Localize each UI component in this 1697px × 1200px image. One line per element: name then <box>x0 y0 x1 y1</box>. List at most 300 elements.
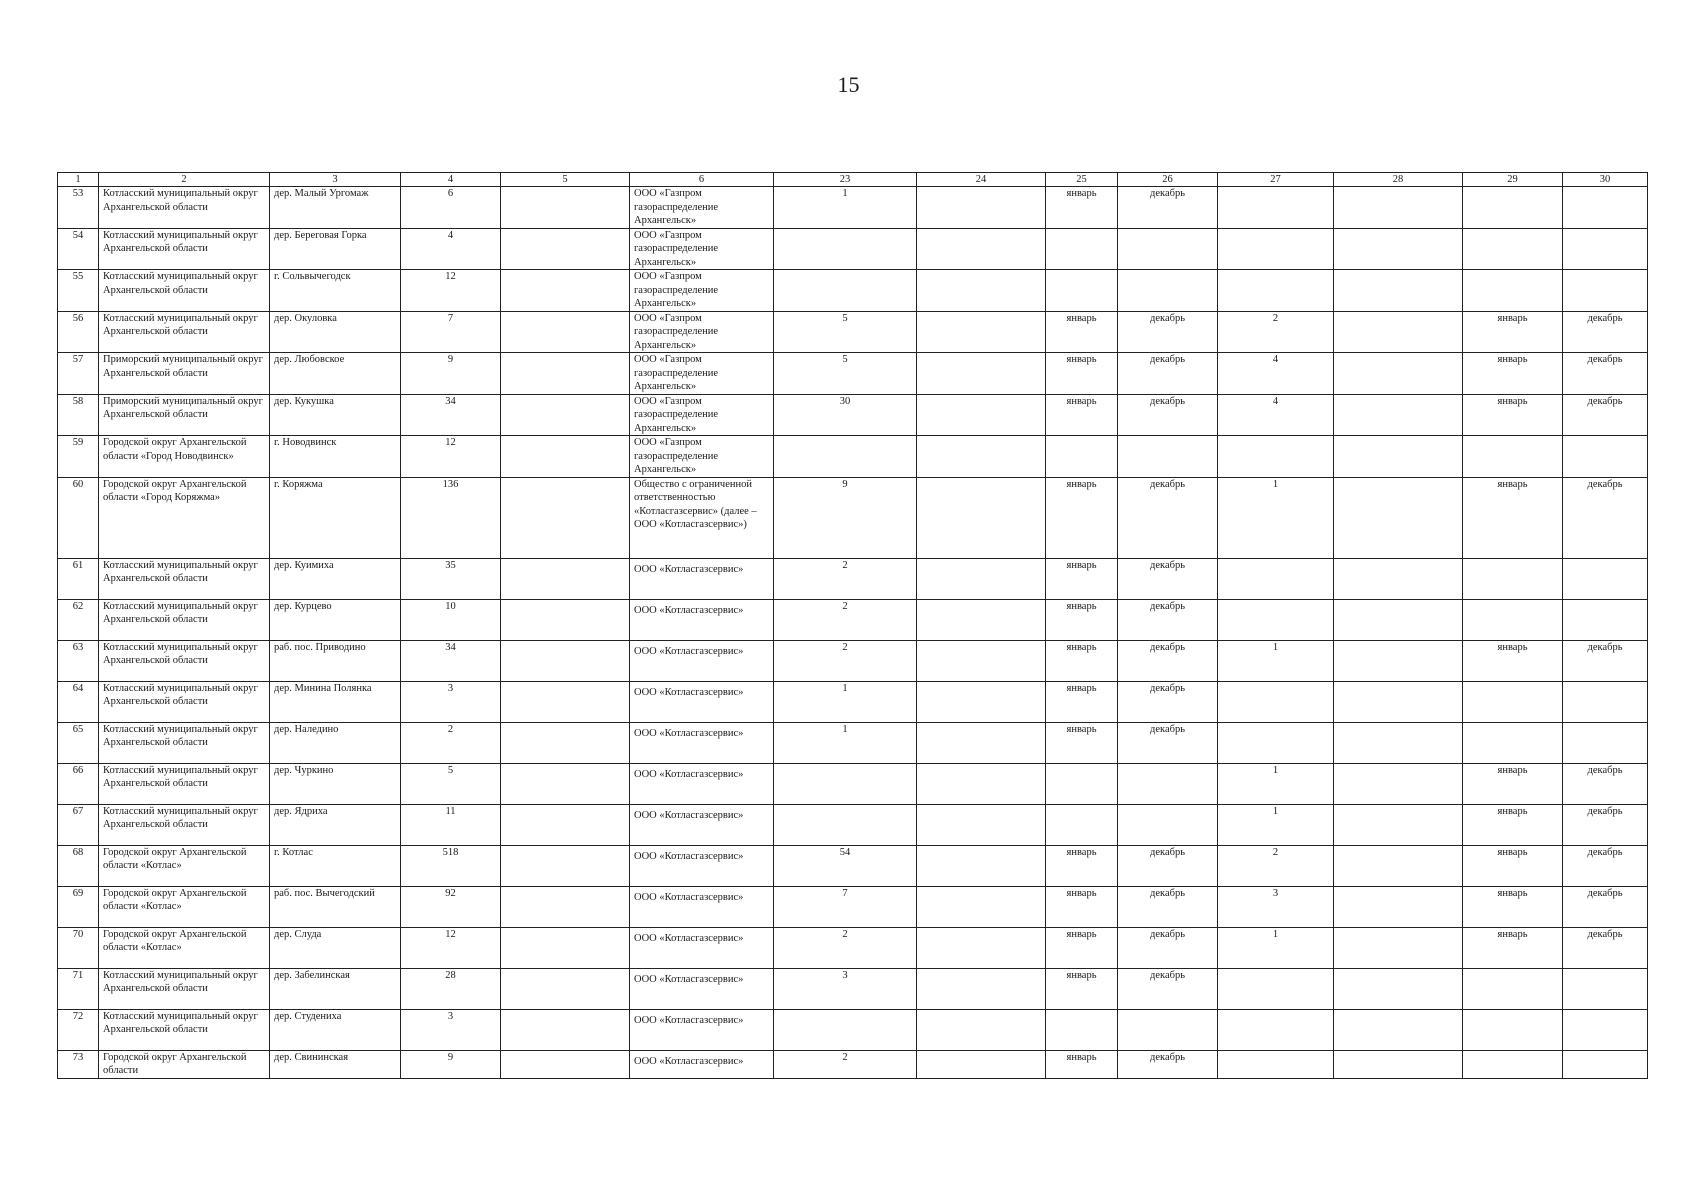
organization-cell: ООО «Газпром газораспределение Архангельск» <box>630 436 774 478</box>
col24-cell <box>917 353 1046 395</box>
col24-cell <box>917 845 1046 886</box>
col25-month-cell: январь <box>1046 927 1118 968</box>
col29-month-cell <box>1463 436 1563 478</box>
col23-cell <box>774 1009 917 1050</box>
col30-month-cell: декабрь <box>1563 353 1648 395</box>
col26-month-cell: декабрь <box>1118 845 1218 886</box>
col4-cell: 7 <box>401 311 501 353</box>
col30-month-cell <box>1563 558 1648 599</box>
col28-cell <box>1334 477 1463 558</box>
col26-month-cell: декабрь <box>1118 187 1218 229</box>
col4-cell: 6 <box>401 187 501 229</box>
settlement-cell: дер. Куимиха <box>270 558 401 599</box>
col24-cell <box>917 927 1046 968</box>
col23-cell: 5 <box>774 311 917 353</box>
col26-month-cell <box>1118 270 1218 312</box>
organization-text: ООО «Котласгазсервис» <box>634 850 744 862</box>
col4-cell: 35 <box>401 558 501 599</box>
col29-month-cell: январь <box>1463 353 1563 395</box>
district-cell: Котласский муниципальный округ Архангельской области <box>99 599 270 640</box>
col26-month-cell: декабрь <box>1118 968 1218 1009</box>
col4-cell: 12 <box>401 436 501 478</box>
col23-cell: 2 <box>774 927 917 968</box>
col29-month-cell: январь <box>1463 640 1563 681</box>
col4-cell: 518 <box>401 845 501 886</box>
organization-text: ООО «Котласгазсервис» <box>634 1055 744 1067</box>
table-row <box>58 228 1648 270</box>
col29-month-cell: январь <box>1463 763 1563 804</box>
col25-month-cell: январь <box>1046 845 1118 886</box>
col30-month-cell <box>1563 681 1648 722</box>
col30-month-cell <box>1563 1050 1648 1078</box>
district-cell: Котласский муниципальный округ Архангельской области <box>99 681 270 722</box>
col4-cell: 4 <box>401 228 501 270</box>
col28-cell <box>1334 187 1463 229</box>
district-cell: Котласский муниципальный округ Архангельской области <box>99 722 270 763</box>
col23-cell <box>774 436 917 478</box>
organization-text: ООО «Котласгазсервис» <box>634 809 744 821</box>
table-row <box>58 968 1648 1009</box>
col27-cell <box>1218 1050 1334 1078</box>
col27-cell: 4 <box>1218 394 1334 436</box>
row-number-cell: 66 <box>58 763 99 804</box>
col28-cell <box>1334 640 1463 681</box>
col28-cell <box>1334 927 1463 968</box>
col28-cell <box>1334 1009 1463 1050</box>
row-number-cell: 58 <box>58 394 99 436</box>
row-number-cell: 57 <box>58 353 99 395</box>
col5-cell <box>501 927 630 968</box>
district-cell: Котласский муниципальный округ Архангельской области <box>99 558 270 599</box>
col4-cell: 9 <box>401 1050 501 1078</box>
col29-month-cell: январь <box>1463 311 1563 353</box>
table-row <box>58 681 1648 722</box>
organization-text: ООО «Котласгазсервис» <box>634 973 744 985</box>
district-cell: Городской округ Архангельской области «Котлас» <box>99 886 270 927</box>
col27-cell <box>1218 187 1334 229</box>
col5-cell <box>501 394 630 436</box>
organization-cell <box>630 968 774 1009</box>
col30-month-cell: декабрь <box>1563 886 1648 927</box>
col30-month-cell: декабрь <box>1563 477 1648 558</box>
col27-cell <box>1218 681 1334 722</box>
col29-month-cell <box>1463 187 1563 229</box>
col27-cell <box>1218 558 1334 599</box>
organization-cell: ООО «Газпром газораспределение Архангельск» <box>630 353 774 395</box>
col5-cell <box>501 436 630 478</box>
settlement-cell: г. Котлас <box>270 845 401 886</box>
col25-month-cell: январь <box>1046 394 1118 436</box>
column-header: 4 <box>401 173 501 187</box>
col29-month-cell <box>1463 1050 1563 1078</box>
col27-cell <box>1218 968 1334 1009</box>
col26-month-cell: декабрь <box>1118 927 1218 968</box>
col29-month-cell: январь <box>1463 804 1563 845</box>
settlement-cell: дер. Любовское <box>270 353 401 395</box>
col29-month-cell: январь <box>1463 394 1563 436</box>
organization-text: ООО «Котласгазсервис» <box>634 768 744 780</box>
col5-cell <box>501 640 630 681</box>
col25-month-cell: январь <box>1046 187 1118 229</box>
col28-cell <box>1334 228 1463 270</box>
col24-cell <box>917 436 1046 478</box>
col24-cell <box>917 394 1046 436</box>
col26-month-cell <box>1118 763 1218 804</box>
column-header: 27 <box>1218 173 1334 187</box>
col28-cell <box>1334 804 1463 845</box>
col25-month-cell <box>1046 1009 1118 1050</box>
col4-cell: 12 <box>401 270 501 312</box>
col28-cell <box>1334 845 1463 886</box>
col23-cell: 2 <box>774 558 917 599</box>
col27-cell: 1 <box>1218 763 1334 804</box>
col28-cell <box>1334 311 1463 353</box>
col5-cell <box>501 681 630 722</box>
table-row <box>58 436 1648 478</box>
row-number-cell: 53 <box>58 187 99 229</box>
col29-month-cell: январь <box>1463 927 1563 968</box>
organization-cell <box>630 1050 774 1078</box>
col26-month-cell <box>1118 804 1218 845</box>
col29-month-cell <box>1463 681 1563 722</box>
col5-cell <box>501 599 630 640</box>
settlement-cell: дер. Чуркино <box>270 763 401 804</box>
col5-cell <box>501 804 630 845</box>
column-header: 26 <box>1118 173 1218 187</box>
row-number-cell: 62 <box>58 599 99 640</box>
settlement-cell: г. Коряжма <box>270 477 401 558</box>
col4-cell: 3 <box>401 681 501 722</box>
settlement-cell: дер. Минина Полянка <box>270 681 401 722</box>
col25-month-cell: январь <box>1046 311 1118 353</box>
organization-cell: ООО «Газпром газораспределение Архангельск» <box>630 228 774 270</box>
row-number-cell: 69 <box>58 886 99 927</box>
col30-month-cell <box>1563 722 1648 763</box>
col24-cell <box>917 311 1046 353</box>
settlement-cell: дер. Студениха <box>270 1009 401 1050</box>
row-number-cell: 59 <box>58 436 99 478</box>
district-cell: Котласский муниципальный округ Архангельской области <box>99 187 270 229</box>
col5-cell <box>501 228 630 270</box>
column-header: 30 <box>1563 173 1648 187</box>
col26-month-cell: декабрь <box>1118 477 1218 558</box>
col27-cell <box>1218 722 1334 763</box>
organization-cell <box>630 599 774 640</box>
col23-cell: 7 <box>774 886 917 927</box>
col26-month-cell: декабрь <box>1118 311 1218 353</box>
col24-cell <box>917 1009 1046 1050</box>
organization-cell: ООО «Газпром газораспределение Архангельск» <box>630 394 774 436</box>
col27-cell: 2 <box>1218 311 1334 353</box>
col5-cell <box>501 353 630 395</box>
col24-cell <box>917 763 1046 804</box>
settlement-cell: дер. Курцево <box>270 599 401 640</box>
column-header: 23 <box>774 173 917 187</box>
col25-month-cell: январь <box>1046 353 1118 395</box>
col25-month-cell: январь <box>1046 681 1118 722</box>
table-row <box>58 763 1648 804</box>
col30-month-cell: декабрь <box>1563 804 1648 845</box>
col26-month-cell: декабрь <box>1118 681 1218 722</box>
organization-cell: Общество с ограниченной ответственностью «Котласгазсервис» (далее – ООО «Котласгазсервис») <box>630 477 774 558</box>
col29-month-cell <box>1463 968 1563 1009</box>
col25-month-cell: январь <box>1046 599 1118 640</box>
col24-cell <box>917 228 1046 270</box>
settlement-cell: г. Сольвычегодск <box>270 270 401 312</box>
organization-cell <box>630 558 774 599</box>
col25-month-cell <box>1046 763 1118 804</box>
col24-cell <box>917 270 1046 312</box>
col5-cell <box>501 477 630 558</box>
col30-month-cell <box>1563 187 1648 229</box>
settlement-cell: дер. Ядриха <box>270 804 401 845</box>
row-number-cell: 70 <box>58 927 99 968</box>
row-number-cell: 72 <box>58 1009 99 1050</box>
row-number-cell: 54 <box>58 228 99 270</box>
settlement-cell: дер. Наледино <box>270 722 401 763</box>
col25-month-cell <box>1046 270 1118 312</box>
col27-cell <box>1218 599 1334 640</box>
organization-cell <box>630 640 774 681</box>
organization-text: ООО «Котласгазсервис» <box>634 932 744 944</box>
col25-month-cell: январь <box>1046 640 1118 681</box>
organization-text: ООО «Котласгазсервис» <box>634 727 744 739</box>
col25-month-cell: январь <box>1046 968 1118 1009</box>
row-number-cell: 64 <box>58 681 99 722</box>
col4-cell: 92 <box>401 886 501 927</box>
col28-cell <box>1334 722 1463 763</box>
col23-cell <box>774 270 917 312</box>
district-cell: Городской округ Архангельской области «Город Коряжма» <box>99 477 270 558</box>
col25-month-cell: январь <box>1046 1050 1118 1078</box>
table-row <box>58 722 1648 763</box>
col25-month-cell <box>1046 228 1118 270</box>
col28-cell <box>1334 1050 1463 1078</box>
col26-month-cell <box>1118 436 1218 478</box>
column-header: 28 <box>1334 173 1463 187</box>
table-row <box>58 394 1648 436</box>
organization-cell <box>630 681 774 722</box>
col28-cell <box>1334 599 1463 640</box>
col27-cell <box>1218 228 1334 270</box>
col4-cell: 136 <box>401 477 501 558</box>
column-header: 1 <box>58 173 99 187</box>
col5-cell <box>501 845 630 886</box>
col25-month-cell: январь <box>1046 477 1118 558</box>
col23-cell: 1 <box>774 722 917 763</box>
column-header: 3 <box>270 173 401 187</box>
district-cell: Приморский муниципальный округ Архангельской области <box>99 394 270 436</box>
column-header: 29 <box>1463 173 1563 187</box>
col30-month-cell <box>1563 1009 1648 1050</box>
col26-month-cell: декабрь <box>1118 722 1218 763</box>
row-number-cell: 65 <box>58 722 99 763</box>
row-number-cell: 63 <box>58 640 99 681</box>
column-header: 2 <box>99 173 270 187</box>
organization-cell <box>630 845 774 886</box>
row-number-cell: 61 <box>58 558 99 599</box>
col5-cell <box>501 558 630 599</box>
organization-text: ООО «Котласгазсервис» <box>634 686 744 698</box>
organization-cell <box>630 1009 774 1050</box>
col30-month-cell: декабрь <box>1563 394 1648 436</box>
row-number-cell: 67 <box>58 804 99 845</box>
organization-cell: ООО «Газпром газораспределение Архангельск» <box>630 311 774 353</box>
settlement-cell: г. Новодвинск <box>270 436 401 478</box>
col29-month-cell <box>1463 270 1563 312</box>
organization-cell <box>630 886 774 927</box>
settlement-cell: дер. Забелинская <box>270 968 401 1009</box>
col4-cell: 5 <box>401 763 501 804</box>
settlement-cell: дер. Окуловка <box>270 311 401 353</box>
col4-cell: 2 <box>401 722 501 763</box>
col29-month-cell <box>1463 599 1563 640</box>
col25-month-cell: январь <box>1046 886 1118 927</box>
row-number-cell: 60 <box>58 477 99 558</box>
col4-cell: 12 <box>401 927 501 968</box>
settlement-cell: дер. Слуда <box>270 927 401 968</box>
col28-cell <box>1334 968 1463 1009</box>
col25-month-cell <box>1046 436 1118 478</box>
col25-month-cell: январь <box>1046 722 1118 763</box>
col24-cell <box>917 477 1046 558</box>
col29-month-cell <box>1463 1009 1563 1050</box>
col27-cell: 1 <box>1218 640 1334 681</box>
row-number-cell: 73 <box>58 1050 99 1078</box>
col5-cell <box>501 886 630 927</box>
row-number-cell: 68 <box>58 845 99 886</box>
col29-month-cell: январь <box>1463 477 1563 558</box>
organization-text: ООО «Котласгазсервис» <box>634 563 744 575</box>
table-body <box>58 187 1648 1079</box>
col30-month-cell <box>1563 228 1648 270</box>
col23-cell: 2 <box>774 599 917 640</box>
col5-cell <box>501 1009 630 1050</box>
col24-cell <box>917 1050 1046 1078</box>
col26-month-cell: декабрь <box>1118 558 1218 599</box>
col30-month-cell <box>1563 599 1648 640</box>
col23-cell: 2 <box>774 640 917 681</box>
col28-cell <box>1334 394 1463 436</box>
col23-cell <box>774 804 917 845</box>
col26-month-cell: декабрь <box>1118 886 1218 927</box>
col23-cell: 9 <box>774 477 917 558</box>
col23-cell: 3 <box>774 968 917 1009</box>
organization-text: ООО «Котласгазсервис» <box>634 604 744 616</box>
district-cell: Приморский муниципальный округ Архангельской области <box>99 353 270 395</box>
col5-cell <box>501 763 630 804</box>
table-row <box>58 599 1648 640</box>
district-cell: Городской округ Архангельской области «Город Новодвинск» <box>99 436 270 478</box>
col27-cell <box>1218 270 1334 312</box>
col27-cell <box>1218 1009 1334 1050</box>
column-header: 5 <box>501 173 630 187</box>
col27-cell: 4 <box>1218 353 1334 395</box>
col28-cell <box>1334 436 1463 478</box>
table-row <box>58 270 1648 312</box>
col23-cell <box>774 763 917 804</box>
organization-text: ООО «Котласгазсервис» <box>634 645 744 657</box>
col26-month-cell: декабрь <box>1118 1050 1218 1078</box>
table-row <box>58 311 1648 353</box>
col26-month-cell: декабрь <box>1118 640 1218 681</box>
col4-cell: 3 <box>401 1009 501 1050</box>
col4-cell: 11 <box>401 804 501 845</box>
col30-month-cell: декабрь <box>1563 845 1648 886</box>
col27-cell: 1 <box>1218 804 1334 845</box>
settlement-cell: дер. Береговая Горка <box>270 228 401 270</box>
table-row <box>58 886 1648 927</box>
col5-cell <box>501 311 630 353</box>
col28-cell <box>1334 558 1463 599</box>
header-row <box>58 173 1648 187</box>
col23-cell: 1 <box>774 187 917 229</box>
district-cell: Городской округ Архангельской области «Котлас» <box>99 927 270 968</box>
district-cell: Котласский муниципальный округ Архангельской области <box>99 763 270 804</box>
col24-cell <box>917 804 1046 845</box>
district-cell: Котласский муниципальный округ Архангельской области <box>99 804 270 845</box>
settlement-cell: раб. пос. Вычегодский <box>270 886 401 927</box>
col29-month-cell: январь <box>1463 886 1563 927</box>
col26-month-cell <box>1118 228 1218 270</box>
col30-month-cell <box>1563 968 1648 1009</box>
district-cell: Котласский муниципальный округ Архангельской области <box>99 311 270 353</box>
column-header: 25 <box>1046 173 1118 187</box>
table-row <box>58 353 1648 395</box>
col24-cell <box>917 187 1046 229</box>
page-number: 15 <box>837 72 860 97</box>
table-row <box>58 640 1648 681</box>
district-cell: Котласский муниципальный округ Архангельской области <box>99 228 270 270</box>
district-cell: Городской округ Архангельской области <box>99 1050 270 1078</box>
col26-month-cell: декабрь <box>1118 353 1218 395</box>
col27-cell: 3 <box>1218 886 1334 927</box>
district-cell: Котласский муниципальный округ Архангельской области <box>99 270 270 312</box>
col23-cell: 1 <box>774 681 917 722</box>
organization-cell <box>630 722 774 763</box>
col5-cell <box>501 187 630 229</box>
table-row <box>58 558 1648 599</box>
district-cell: Котласский муниципальный округ Архангельской области <box>99 640 270 681</box>
col28-cell <box>1334 270 1463 312</box>
col23-cell <box>774 228 917 270</box>
col25-month-cell <box>1046 804 1118 845</box>
col28-cell <box>1334 353 1463 395</box>
col28-cell <box>1334 681 1463 722</box>
col24-cell <box>917 968 1046 1009</box>
col29-month-cell <box>1463 558 1563 599</box>
col25-month-cell: январь <box>1046 558 1118 599</box>
col27-cell: 1 <box>1218 927 1334 968</box>
col5-cell <box>501 968 630 1009</box>
col23-cell: 2 <box>774 1050 917 1078</box>
col28-cell <box>1334 763 1463 804</box>
column-header: 24 <box>917 173 1046 187</box>
col30-month-cell <box>1563 270 1648 312</box>
organization-text: ООО «Котласгазсервис» <box>634 891 744 903</box>
table-row <box>58 477 1648 558</box>
col5-cell <box>501 722 630 763</box>
col26-month-cell: декабрь <box>1118 394 1218 436</box>
col30-month-cell: декабрь <box>1563 311 1648 353</box>
table-row <box>58 845 1648 886</box>
col30-month-cell: декабрь <box>1563 640 1648 681</box>
col30-month-cell <box>1563 436 1648 478</box>
settlement-cell: дер. Малый Ургомаж <box>270 187 401 229</box>
settlement-cell: дер. Свининская <box>270 1050 401 1078</box>
district-cell: Котласский муниципальный округ Архангельской области <box>99 968 270 1009</box>
col5-cell <box>501 270 630 312</box>
